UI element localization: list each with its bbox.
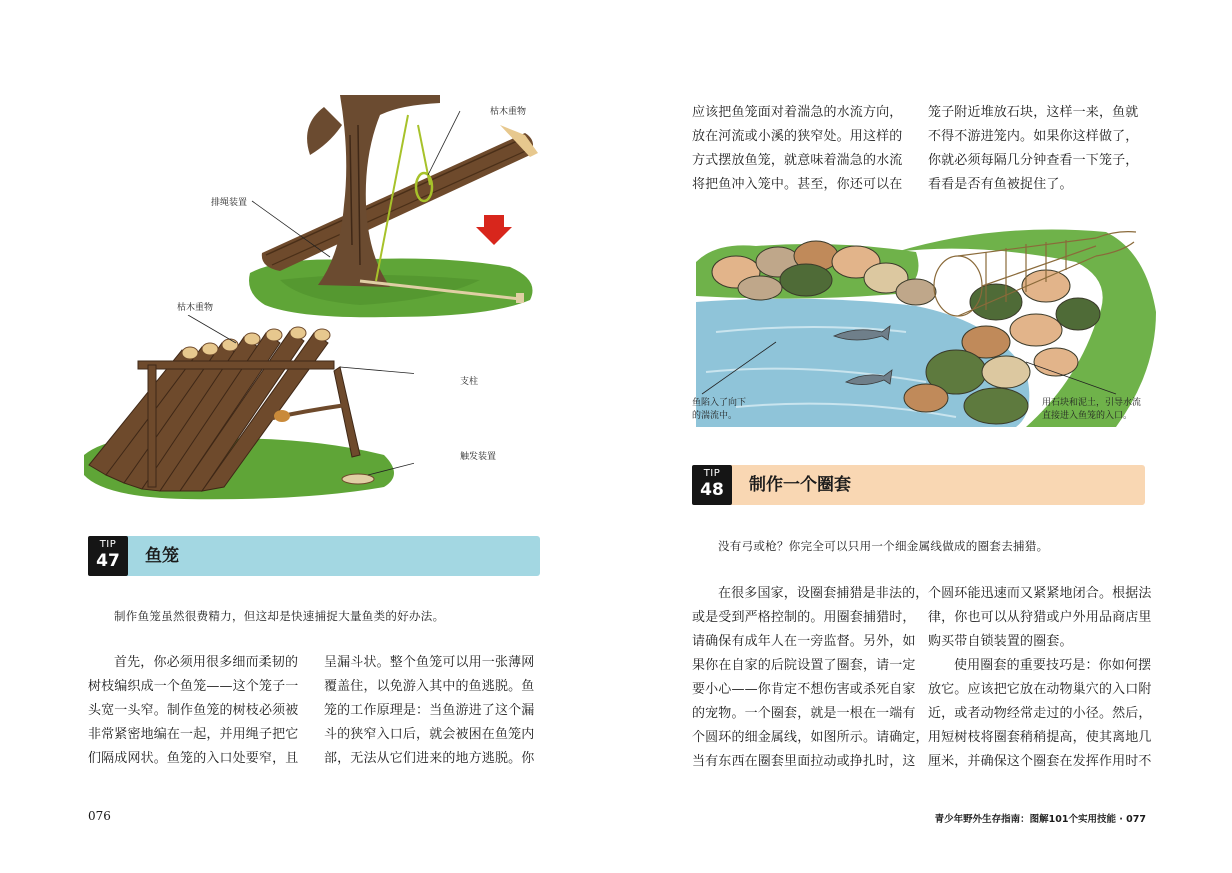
tip-47-title: 鱼笼 (145, 546, 179, 566)
text-line: 果你在自家的后院设置了圈套，请一定 (692, 658, 916, 673)
text-line: 将把鱼冲入笼中。甚至，你还可以在 (692, 177, 903, 192)
right-column-1 (692, 582, 929, 774)
tip-48-heading (692, 465, 1145, 505)
text-line: 非常紧密地编在一起，并用绳子把它 (88, 727, 299, 742)
tip-label: TIP (703, 468, 721, 479)
label-fish-caption (692, 397, 746, 423)
text-line: 请确保有成年人在一旁监督。另外，如 (692, 634, 916, 649)
text-line: 放在河流或小溪的狭窄处。用这样的 (692, 129, 903, 144)
left-column-1 (88, 651, 308, 771)
tip-number: 48 (700, 480, 724, 500)
caption-line: 用石块和泥土，引导水流 (1042, 398, 1142, 408)
label-trigger-device: 触发装置 (460, 452, 497, 462)
text-line: 厘米，并确保这个圈套在发挥作用时不 (928, 754, 1152, 769)
deadfall-trap-illustration-top (240, 95, 570, 325)
text-line: 放它。应该把它放在动物巢穴的入口附 (928, 682, 1152, 697)
caption-line: 鱼陷入了向下 (692, 398, 747, 408)
text-line: 呈漏斗状。整个鱼笼可以用一张薄网 (324, 655, 535, 670)
tip-47-badge (88, 536, 128, 576)
text-line: 方式摆放鱼笼，就意味着湍急的水流 (692, 153, 903, 168)
text-line: 要小心——你肯定不想伤害或杀死自家 (692, 682, 916, 697)
text-line: 斗的狭窄入口后，就会被困在鱼笼内 (324, 727, 535, 742)
caption-line: 直接进入鱼笼的入口。 (1042, 411, 1133, 421)
text-line: 不得不游进笼内。如果你这样做了， (928, 129, 1139, 144)
text-line: 笼的工作原理是：当鱼游进了这个漏 (324, 703, 535, 718)
label-deadfall-weight: 枯木重物 (490, 107, 527, 117)
text-line: 用短树枝将圈套稍稍提高，使其离地几 (928, 730, 1152, 745)
text-line: 购买带自锁装置的圈套。 (928, 634, 1073, 649)
caption-line: 的湍流中。 (692, 411, 738, 421)
text-line: 当有东西在圈套里面拉动或挣扎时，这 (692, 754, 916, 769)
tip-number: 47 (96, 551, 120, 571)
label-deadfall-weight-2: 枯木重物 (177, 303, 214, 313)
text-line: 头宽一头窄。制作鱼笼的树枝必须被 (88, 703, 299, 718)
text-line: 近，或者动物经常走过的小径。然后， (928, 706, 1152, 721)
right-top-column-1 (692, 101, 914, 197)
tip-label: TIP (99, 539, 117, 550)
text-line: 在很多国家，设圈套捕猎是非法的， (718, 586, 929, 601)
text-line: 首先，你必须用很多细而柔韧的 (114, 655, 299, 670)
label-support-post: 支柱 (460, 377, 479, 387)
right-column-2 (928, 582, 1150, 774)
tip-48-lead: 没有弓或枪？你完全可以只用一个细金属线做成的圈套去捕猎。 (718, 539, 1049, 553)
right-page (616, 0, 1232, 873)
deadfall-trap-illustration-bottom (84, 315, 414, 500)
text-line: 覆盖住，以免游入其中的鱼逃脱。鱼 (324, 679, 535, 694)
text-line: 笼子附近堆放石块，这样一来，鱼就 (928, 105, 1139, 120)
text-line: 使用圈套的重要技巧是：你如何摆 (954, 658, 1152, 673)
tip-48-badge (692, 465, 732, 505)
text-line: 或是受到严格控制的。用圈套捕猎时， (692, 610, 916, 625)
tip-48-title: 制作一个圈套 (749, 475, 851, 495)
text-line: 们隔成网状。鱼笼的入口处要窄，且 (88, 751, 299, 766)
text-line: 应该把鱼笼面对着湍急的水流方向， (692, 105, 903, 120)
page-number-left: 076 (88, 809, 111, 823)
text-line: 律，你也可以从狩猎或户外用品商店里 (928, 610, 1152, 625)
text-line: 个圆环能迅速而又紧紧地闭合。根据法 (928, 586, 1152, 601)
text-line: 树枝编织成一个鱼笼——这个笼子一 (88, 679, 299, 694)
running-footer: 青少年野外生存指南：图解101个实用技能 · 077 (934, 814, 1146, 825)
text-line: 的宠物。一个圈套，就是一根在一端有 (692, 706, 916, 721)
text-line: 看看是否有鱼被捉住了。 (928, 177, 1073, 192)
tip-47-lead: 制作鱼笼虽然很费精力，但这却是快速捕捉大量鱼类的好办法。 (114, 609, 445, 623)
right-top-column-2 (928, 101, 1150, 197)
red-down-arrow-icon (476, 215, 512, 245)
text-line: 个圆环的细金属线，如图所示。请确定， (692, 730, 929, 745)
tip-47-heading (88, 536, 540, 576)
text-line: 你就必须每隔几分钟查看一下笼子， (928, 153, 1139, 168)
label-rope-trigger: 排绳装置 (211, 198, 248, 208)
label-stones-caption (1042, 397, 1141, 423)
text-line: 部，无法从它们进来的地方逃脱。你 (324, 751, 535, 766)
left-column-2 (324, 651, 544, 771)
